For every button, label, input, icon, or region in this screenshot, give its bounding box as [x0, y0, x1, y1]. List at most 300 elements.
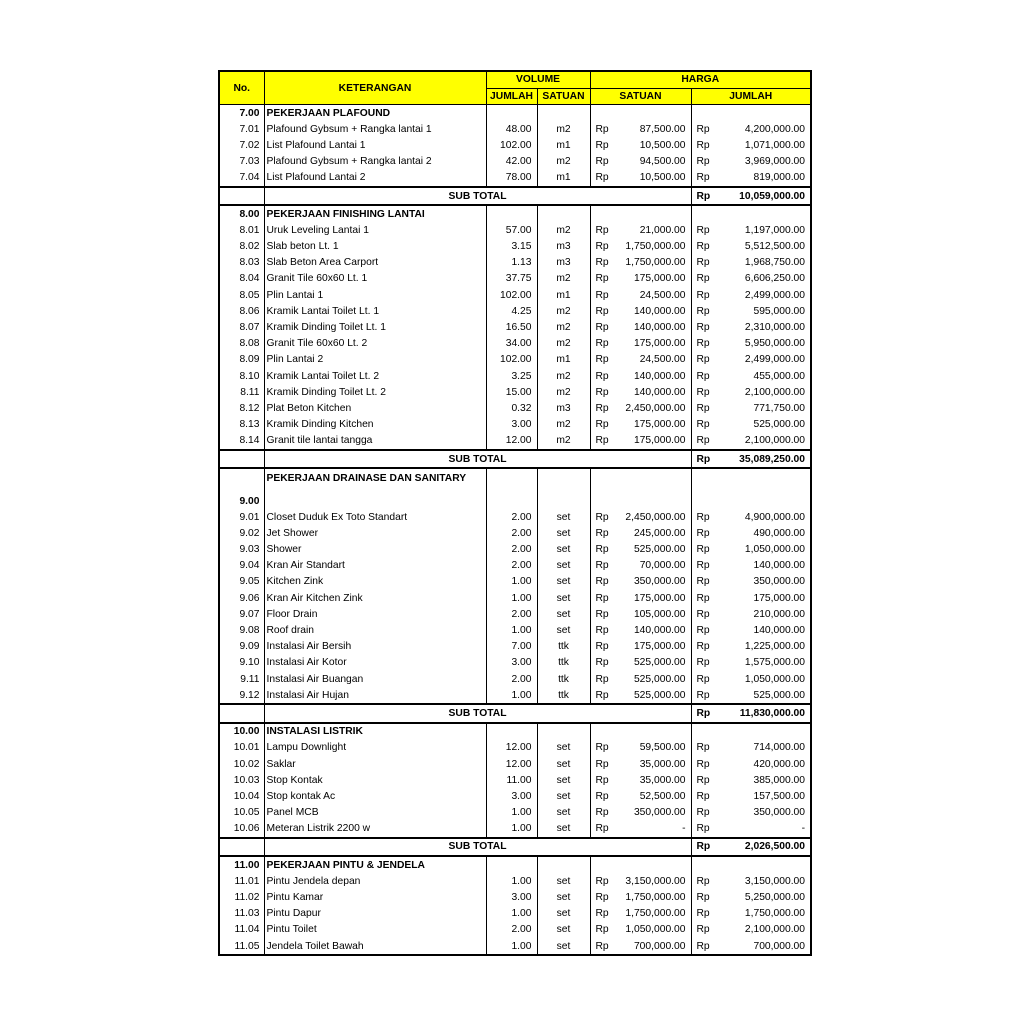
currency-label: Rp [691, 906, 711, 922]
section-number: 7.00 [219, 105, 264, 122]
empty-cell [486, 105, 537, 122]
currency-label: Rp [691, 352, 711, 368]
currency-label: Rp [691, 655, 711, 671]
currency-label: Rp [691, 873, 711, 889]
item-description: Instalasi Air Hujan [264, 687, 486, 704]
empty-cell [486, 856, 537, 873]
item-unit-price: 3,150,000.00 [610, 873, 691, 889]
empty-cell [590, 723, 691, 740]
item-number: 11.02 [219, 889, 264, 905]
table-row [219, 303, 811, 319]
item-description: Instalasi Air Kotor [264, 655, 486, 671]
item-unit: set [537, 509, 590, 525]
item-number: 8.01 [219, 222, 264, 238]
currency-label: Rp [590, 121, 610, 137]
currency-label: Rp [691, 922, 711, 938]
table-row [219, 384, 811, 400]
table-row [219, 400, 811, 416]
item-number: 8.11 [219, 384, 264, 400]
section-title: INSTALASI LISTRIK [264, 723, 486, 740]
item-unit-price: 175,000.00 [610, 590, 691, 606]
item-total: 4,900,000.00 [711, 509, 811, 525]
section-row [219, 856, 811, 873]
item-number: 8.14 [219, 433, 264, 450]
item-total: 157,500.00 [711, 788, 811, 804]
currency-label: Rp [691, 336, 711, 352]
item-total: 2,499,000.00 [711, 352, 811, 368]
item-volume: 2.00 [486, 525, 537, 541]
currency-label: Rp [590, 170, 610, 187]
item-volume: 2.00 [486, 606, 537, 622]
currency-label: Rp [590, 687, 610, 704]
item-total: 1,050,000.00 [711, 542, 811, 558]
item-volume: 3.00 [486, 655, 537, 671]
item-unit: set [537, 772, 590, 788]
table-row [219, 938, 811, 955]
currency-label: Rp [691, 639, 711, 655]
currency-label: Rp [590, 222, 610, 238]
item-volume: 48.00 [486, 121, 537, 137]
table-row [219, 525, 811, 541]
currency-label: Rp [691, 558, 711, 574]
item-number: 9.10 [219, 655, 264, 671]
item-total: 595,000.00 [711, 303, 811, 319]
item-total: 1,575,000.00 [711, 655, 811, 671]
section-number: 9.00 [219, 468, 264, 509]
currency-label: Rp [691, 622, 711, 638]
item-unit-price: 140,000.00 [610, 622, 691, 638]
item-total: 5,250,000.00 [711, 889, 811, 905]
empty-cell [537, 856, 590, 873]
currency-label: Rp [590, 336, 610, 352]
item-volume: 1.00 [486, 574, 537, 590]
subtotal-value: 11,830,000.00 [711, 704, 811, 722]
item-description: Floor Drain [264, 606, 486, 622]
item-volume: 1.13 [486, 255, 537, 271]
item-number: 8.06 [219, 303, 264, 319]
currency-label: Rp [691, 574, 711, 590]
item-unit-price: 2,450,000.00 [610, 509, 691, 525]
item-unit-price: 140,000.00 [610, 384, 691, 400]
item-total: 1,071,000.00 [711, 137, 811, 153]
item-unit-price: 10,500.00 [610, 137, 691, 153]
item-unit-price: 2,450,000.00 [610, 400, 691, 416]
item-description: Saklar [264, 756, 486, 772]
currency-label: Rp [590, 574, 610, 590]
subtotal-row [219, 704, 811, 722]
table-row [219, 687, 811, 704]
currency-label: Rp [590, 542, 610, 558]
item-unit-price: 140,000.00 [610, 303, 691, 319]
item-description: Pintu Toilet [264, 922, 486, 938]
item-number: 10.02 [219, 756, 264, 772]
currency-label: Rp [691, 400, 711, 416]
item-unit: m1 [537, 352, 590, 368]
subtotal-row [219, 450, 811, 468]
table-row [219, 137, 811, 153]
item-description: Jet Shower [264, 525, 486, 541]
header-keterangan: KETERANGAN [264, 71, 486, 105]
table-row [219, 772, 811, 788]
item-total: 3,150,000.00 [711, 873, 811, 889]
currency-label: Rp [691, 222, 711, 238]
item-description: Instalasi Air Bersih [264, 639, 486, 655]
item-total: 5,512,500.00 [711, 239, 811, 255]
currency-label: Rp [590, 805, 610, 821]
item-number: 7.02 [219, 137, 264, 153]
currency-label: Rp [590, 433, 610, 450]
table-row [219, 222, 811, 238]
item-volume: 1.00 [486, 687, 537, 704]
currency-label: Rp [590, 287, 610, 303]
item-unit-price: 175,000.00 [610, 639, 691, 655]
currency-label: Rp [590, 303, 610, 319]
item-total: 420,000.00 [711, 756, 811, 772]
item-number: 10.06 [219, 821, 264, 838]
currency-label: Rp [590, 873, 610, 889]
currency-label: Rp [691, 772, 711, 788]
item-description: Panel MCB [264, 805, 486, 821]
table-row [219, 239, 811, 255]
currency-label: Rp [590, 352, 610, 368]
subtotal-row [219, 838, 811, 856]
item-volume: 15.00 [486, 384, 537, 400]
table-row [219, 922, 811, 938]
item-number: 10.05 [219, 805, 264, 821]
item-volume: 3.00 [486, 417, 537, 433]
currency-label: Rp [691, 271, 711, 287]
item-total: 350,000.00 [711, 574, 811, 590]
section-number: 8.00 [219, 205, 264, 222]
empty-cell [486, 723, 537, 740]
item-description: Kran Air Kitchen Zink [264, 590, 486, 606]
currency-label: Rp [691, 756, 711, 772]
item-unit: m2 [537, 368, 590, 384]
currency-label: Rp [691, 368, 711, 384]
item-unit: set [537, 574, 590, 590]
table-row [219, 542, 811, 558]
currency-label: Rp [691, 606, 711, 622]
item-volume: 1.00 [486, 821, 537, 838]
currency-label: Rp [691, 671, 711, 687]
table-row [219, 639, 811, 655]
currency-label: Rp [691, 740, 711, 756]
empty-cell [219, 450, 264, 468]
item-volume: 3.25 [486, 368, 537, 384]
item-number: 9.01 [219, 509, 264, 525]
section-title: PEKERJAAN FINISHING LANTAI [264, 205, 486, 222]
item-total: 490,000.00 [711, 525, 811, 541]
item-unit-price: 24,500.00 [610, 352, 691, 368]
item-total: 3,969,000.00 [711, 154, 811, 170]
item-description: Instalasi Air Buangan [264, 671, 486, 687]
empty-cell [590, 856, 691, 873]
currency-label: Rp [590, 788, 610, 804]
item-description: Kramik Dinding Toilet Lt. 1 [264, 319, 486, 335]
table-row [219, 287, 811, 303]
item-volume: 2.00 [486, 542, 537, 558]
item-total: 140,000.00 [711, 558, 811, 574]
item-volume: 2.00 [486, 922, 537, 938]
item-unit: m2 [537, 121, 590, 137]
item-description: Closet Duduk Ex Toto Standart [264, 509, 486, 525]
item-volume: 12.00 [486, 756, 537, 772]
item-unit: m2 [537, 384, 590, 400]
item-volume: 11.00 [486, 772, 537, 788]
item-number: 7.03 [219, 154, 264, 170]
currency-label: Rp [691, 590, 711, 606]
item-number: 7.04 [219, 170, 264, 187]
item-number: 11.03 [219, 906, 264, 922]
empty-cell [486, 205, 537, 222]
section-number: 10.00 [219, 723, 264, 740]
cost-table [218, 70, 812, 956]
header-harga: HARGA [590, 71, 811, 88]
item-unit: m3 [537, 400, 590, 416]
item-description: Lampu Downlight [264, 740, 486, 756]
empty-cell [219, 704, 264, 722]
subtotal-value: 35,089,250.00 [711, 450, 811, 468]
item-description: Granit tile lantai tangga [264, 433, 486, 450]
table-row [219, 805, 811, 821]
item-description: Stop kontak Ac [264, 788, 486, 804]
item-volume: 12.00 [486, 433, 537, 450]
currency-label: Rp [590, 154, 610, 170]
item-volume: 0.32 [486, 400, 537, 416]
subtotal-value: 2,026,500.00 [711, 838, 811, 856]
item-total: 4,200,000.00 [711, 121, 811, 137]
table-row [219, 655, 811, 671]
table-row [219, 121, 811, 137]
subtotal-label: SUB TOTAL [264, 450, 691, 468]
currency-label: Rp [691, 187, 711, 205]
item-description: Uruk Leveling Lantai 1 [264, 222, 486, 238]
table-row [219, 821, 811, 838]
item-unit: set [537, 542, 590, 558]
item-total: 771,750.00 [711, 400, 811, 416]
currency-label: Rp [691, 838, 711, 856]
currency-label: Rp [590, 772, 610, 788]
table-row [219, 170, 811, 187]
currency-label: Rp [590, 922, 610, 938]
currency-label: Rp [590, 558, 610, 574]
item-unit: ttk [537, 655, 590, 671]
item-unit: set [537, 740, 590, 756]
item-unit: set [537, 906, 590, 922]
currency-label: Rp [590, 622, 610, 638]
item-total: 455,000.00 [711, 368, 811, 384]
item-description: Plafound Gybsum + Rangka lantai 1 [264, 121, 486, 137]
item-total: 1,197,000.00 [711, 222, 811, 238]
table-row [219, 889, 811, 905]
currency-label: Rp [590, 417, 610, 433]
item-unit-price: 87,500.00 [610, 121, 691, 137]
table-row [219, 509, 811, 525]
item-unit-price: 175,000.00 [610, 417, 691, 433]
table-row [219, 873, 811, 889]
item-total: - [711, 821, 811, 838]
currency-label: Rp [691, 525, 711, 541]
item-unit-price: 1,750,000.00 [610, 239, 691, 255]
item-number: 9.03 [219, 542, 264, 558]
item-total: 714,000.00 [711, 740, 811, 756]
header-volume-jumlah: JUMLAH [486, 88, 537, 105]
item-unit: set [537, 525, 590, 541]
item-unit: ttk [537, 639, 590, 655]
item-volume: 1.00 [486, 938, 537, 955]
item-total: 2,499,000.00 [711, 287, 811, 303]
item-number: 8.13 [219, 417, 264, 433]
currency-label: Rp [590, 271, 610, 287]
empty-cell [590, 468, 691, 509]
item-volume: 16.50 [486, 319, 537, 335]
currency-label: Rp [691, 255, 711, 271]
item-unit: set [537, 922, 590, 938]
item-unit-price: 140,000.00 [610, 319, 691, 335]
currency-label: Rp [590, 137, 610, 153]
item-description: Roof drain [264, 622, 486, 638]
currency-label: Rp [590, 319, 610, 335]
item-total: 525,000.00 [711, 687, 811, 704]
header-no: No. [219, 71, 264, 105]
item-description: Kramik Dinding Toilet Lt. 2 [264, 384, 486, 400]
currency-label: Rp [590, 255, 610, 271]
item-description: Plin Lantai 2 [264, 352, 486, 368]
table-row [219, 740, 811, 756]
table-row [219, 590, 811, 606]
item-unit-price: 59,500.00 [610, 740, 691, 756]
item-number: 11.05 [219, 938, 264, 955]
table-row [219, 319, 811, 335]
table-header [219, 71, 811, 105]
item-volume: 1.00 [486, 906, 537, 922]
item-number: 8.10 [219, 368, 264, 384]
item-unit: m2 [537, 336, 590, 352]
currency-label: Rp [590, 384, 610, 400]
table-row [219, 255, 811, 271]
item-unit: set [537, 889, 590, 905]
table-row [219, 558, 811, 574]
currency-label: Rp [590, 938, 610, 955]
empty-cell [691, 468, 811, 509]
item-volume: 12.00 [486, 740, 537, 756]
item-unit: m1 [537, 170, 590, 187]
item-unit: set [537, 821, 590, 838]
currency-label: Rp [691, 687, 711, 704]
item-unit: set [537, 558, 590, 574]
item-volume: 2.00 [486, 671, 537, 687]
empty-cell [219, 187, 264, 205]
item-unit-price: 35,000.00 [610, 772, 691, 788]
item-description: Slab Beton Area Carport [264, 255, 486, 271]
item-unit-price: 105,000.00 [610, 606, 691, 622]
item-unit: ttk [537, 687, 590, 704]
item-volume: 1.00 [486, 590, 537, 606]
header-harga-satuan: SATUAN [590, 88, 691, 105]
item-number: 8.08 [219, 336, 264, 352]
item-total: 525,000.00 [711, 417, 811, 433]
item-unit: m2 [537, 271, 590, 287]
item-volume: 102.00 [486, 352, 537, 368]
empty-cell [590, 105, 691, 122]
item-unit: ttk [537, 671, 590, 687]
subtotal-value: 10,059,000.00 [711, 187, 811, 205]
item-number: 9.02 [219, 525, 264, 541]
empty-cell [691, 856, 811, 873]
currency-label: Rp [590, 906, 610, 922]
currency-label: Rp [691, 433, 711, 450]
item-unit: m2 [537, 433, 590, 450]
currency-label: Rp [691, 788, 711, 804]
empty-cell [486, 468, 537, 509]
item-number: 9.07 [219, 606, 264, 622]
item-number: 11.01 [219, 873, 264, 889]
item-unit-price: 175,000.00 [610, 271, 691, 287]
item-unit-price: 24,500.00 [610, 287, 691, 303]
item-description: Granit Tile 60x60 Lt. 2 [264, 336, 486, 352]
item-description: List Plafound Lantai 2 [264, 170, 486, 187]
item-description: Stop Kontak [264, 772, 486, 788]
item-total: 6,606,250.00 [711, 271, 811, 287]
table-row [219, 417, 811, 433]
item-unit-price: 700,000.00 [610, 938, 691, 955]
currency-label: Rp [691, 542, 711, 558]
currency-label: Rp [590, 400, 610, 416]
item-number: 9.06 [219, 590, 264, 606]
item-volume: 37.75 [486, 271, 537, 287]
item-volume: 42.00 [486, 154, 537, 170]
item-unit-price: 350,000.00 [610, 574, 691, 590]
item-number: 9.11 [219, 671, 264, 687]
subtotal-label: SUB TOTAL [264, 704, 691, 722]
item-description: Meteran Listrik 2200 w [264, 821, 486, 838]
item-total: 5,950,000.00 [711, 336, 811, 352]
currency-label: Rp [691, 170, 711, 187]
item-unit-price: 175,000.00 [610, 336, 691, 352]
empty-cell [537, 205, 590, 222]
empty-cell [590, 205, 691, 222]
item-volume: 1.00 [486, 805, 537, 821]
empty-cell [691, 205, 811, 222]
item-total: 2,100,000.00 [711, 433, 811, 450]
item-description: Plat Beton Kitchen [264, 400, 486, 416]
table-body [219, 105, 811, 956]
item-unit: m3 [537, 255, 590, 271]
empty-cell [691, 723, 811, 740]
currency-label: Rp [691, 509, 711, 525]
currency-label: Rp [590, 655, 610, 671]
currency-label: Rp [691, 137, 711, 153]
item-unit: m2 [537, 154, 590, 170]
item-number: 9.12 [219, 687, 264, 704]
item-number: 8.02 [219, 239, 264, 255]
section-row [219, 105, 811, 122]
empty-cell [537, 468, 590, 509]
table-row [219, 788, 811, 804]
item-description: Kramik Dinding Kitchen [264, 417, 486, 433]
header-volume-satuan: SATUAN [537, 88, 590, 105]
currency-label: Rp [691, 417, 711, 433]
item-number: 8.03 [219, 255, 264, 271]
item-description: List Plafound Lantai 1 [264, 137, 486, 153]
item-description: Kitchen Zink [264, 574, 486, 590]
table-row [219, 756, 811, 772]
item-number: 7.01 [219, 121, 264, 137]
currency-label: Rp [590, 525, 610, 541]
section-row [219, 468, 811, 509]
item-unit: m2 [537, 417, 590, 433]
table-row [219, 154, 811, 170]
